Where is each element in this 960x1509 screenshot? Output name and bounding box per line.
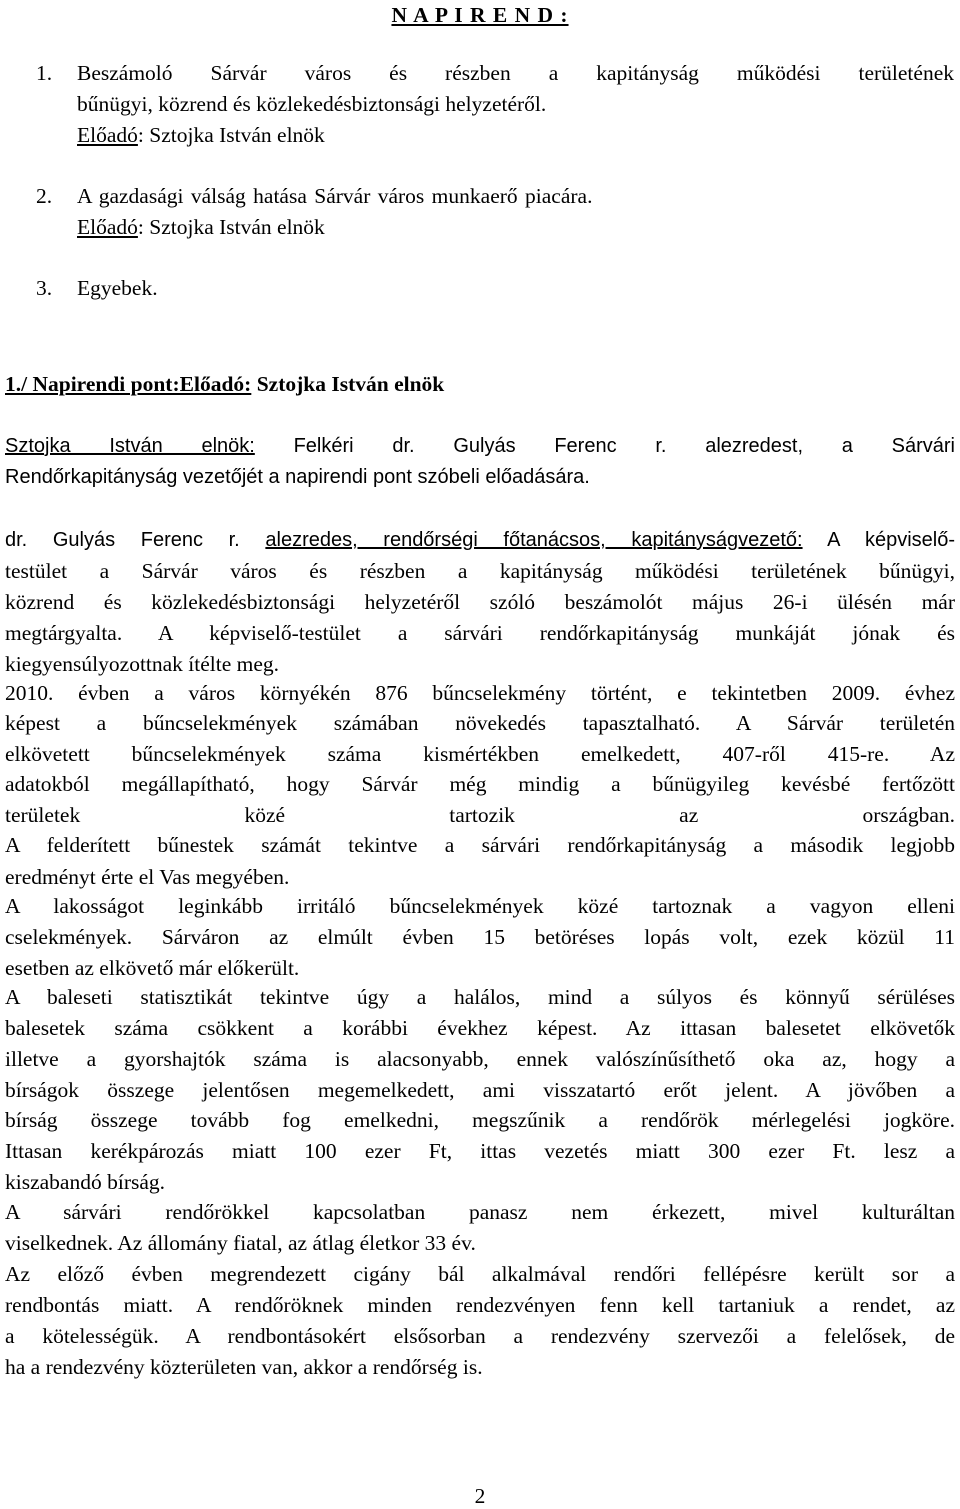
- presenter-name: : Sztojka István elnök: [137, 215, 325, 239]
- presenter-label: Előadó: [77, 215, 138, 239]
- report-line-22: kiszabandó bírság.: [5, 1170, 166, 1194]
- report-line-27: a kötelességük. A rendbontásokért elsősorban a rendezvény szervezői a felelősek, de: [5, 1324, 955, 1348]
- report-line-4: megtárgyalta. A képviselő-testület a sárvári rendőrkapitányság munkáját jónak és: [5, 621, 955, 645]
- report-line-16: A baleseti statisztikát tekintve úgy a halálos, mind a súlyos és könnyű sérüléses: [5, 985, 955, 1009]
- report-line-15: esetben az elkövető már előkerült.: [5, 956, 300, 980]
- intro-line2: Rendőrkapitányság vezetőjét a napirendi pont szóbeli előadására.: [5, 466, 590, 488]
- report-speaker: dr. Gulyás Ferenc r.: [5, 529, 266, 551]
- report-line-14: cselekmények. Sárváron az elmúlt évben 15 betöréses lopás volt, ezek közül 11: [5, 925, 955, 949]
- report-line-28: ha a rendezvény közterületen van, akkor a rendőrség is.: [5, 1355, 483, 1379]
- report-line-6: 2010. évben a város környékén 876 bűncselekmény történt, e tekintetben 2009. évhez: [5, 681, 955, 705]
- report-line-2: testület a Sárvár város és részben a kapitányság működési területének bűnügyi,: [5, 559, 955, 583]
- report-speaker-title: alezredes, rendőrségi főtanácsos, kapitányságvezető:: [265, 529, 803, 551]
- report-line-10: területek közé tartozik az országban.: [5, 803, 955, 827]
- report-line-18: illetve a gyorshajtók száma is alacsonyabb, ennek valószínűsíthető oka az, hogy a: [5, 1047, 955, 1071]
- report-line-20: bírság összege tovább fog emelkedni, megszűnik a rendőrök mérlegelési jogköre.: [5, 1108, 955, 1132]
- section-heading-presenter: Sztojka István elnök: [251, 372, 445, 396]
- agenda-item-1-presenter: [77, 122, 325, 148]
- report-line-25: Az előző évben megrendezett cigány bál alkalmával rendőri fellépésre került sor a: [5, 1262, 955, 1286]
- agenda-item-1-title-line2: bűnügyi, közrend és közlekedésbiztonsági helyzetéről.: [77, 92, 547, 116]
- report-line-23: A sárvári rendőrökkel kapcsolatban panasz nem érkezett, mivel kulturáltan: [5, 1200, 955, 1224]
- intro-speaker: Sztojka István elnök:: [5, 435, 255, 457]
- section-heading: [5, 371, 444, 397]
- report-line-13: A lakosságot leginkább irritáló bűncselekmények közé tartoznak a vagyon elleni: [5, 894, 955, 918]
- section-heading-underlined: 1./ Napirendi pont:Előadó:: [5, 372, 252, 396]
- report-line-21: Ittasan kerékpározás miatt 100 ezer Ft, ittas vezetés miatt 300 ezer Ft. lesz a: [5, 1139, 955, 1163]
- page-number: 2: [474, 1484, 486, 1508]
- presenter-label: Előadó: [77, 123, 138, 147]
- report-line-11: A felderített bűnestek számát tekintve a sárvári rendőrkapitányság a második legjobb: [5, 833, 955, 857]
- agenda-item-2-presenter: [77, 214, 325, 240]
- report-line-12: eredményt érte el Vas megyében.: [5, 865, 290, 889]
- report-line-3: közrend és közlekedésbiztonsági helyzetéről szóló beszámolót május 26-i ülésén már: [5, 590, 955, 614]
- presenter-name: : Sztojka István elnök: [137, 123, 325, 147]
- report-line-8: elkövetett bűncselekmények száma kismértékben emelkedett, 407-ről 415-re. Az: [5, 742, 955, 766]
- intro-line1-rest: Felkéri dr. Gulyás Ferenc r. alezredest, a Sárvári: [254, 435, 955, 457]
- agenda-item-2-number: 2.: [36, 184, 53, 208]
- report-line-5: kiegyensúlyozottnak ítélte meg.: [5, 652, 280, 676]
- agenda-item-1-number: 1.: [36, 61, 53, 85]
- report-line-7: képest a bűncselekmények számában növekedés tapasztalható. A Sárvár területén: [5, 711, 955, 735]
- report-line-19: bírságok összege jelentősen megemelkedett, ami visszatartó erőt jelent. A jövőben a: [5, 1078, 955, 1102]
- report-line1-rest: A képviselő-: [802, 529, 955, 551]
- agenda-item-3-number: 3.: [36, 276, 53, 300]
- intro-line1: [5, 433, 955, 459]
- report-line-17: balesetek száma csökkent a korábbi évekhez képest. Az ittasan balesetet elkövetők: [5, 1016, 955, 1040]
- agenda-item-2-title: A gazdasági válság hatása Sárvár város munkaerő piacára.: [77, 184, 593, 208]
- agenda-item-1-title-line1: Beszámoló Sárvár város és részben a kapitányság működési területének: [77, 61, 954, 85]
- report-line-9: adatokból megállapítható, hogy Sárvár még mindig a bűnügyileg kevésbé fertőzött: [5, 772, 955, 796]
- report-line-26: rendbontás miatt. A rendőröknek minden rendezvényen fenn kell tartaniuk a rendet, az: [5, 1293, 955, 1317]
- report-line-1: [5, 527, 955, 553]
- agenda-item-3-title: Egyebek.: [77, 276, 158, 300]
- report-line-24: viselkednek. Az állomány fiatal, az átlag életkor 33 év.: [5, 1231, 476, 1255]
- agenda-heading: N A P I R E N D :: [391, 3, 569, 27]
